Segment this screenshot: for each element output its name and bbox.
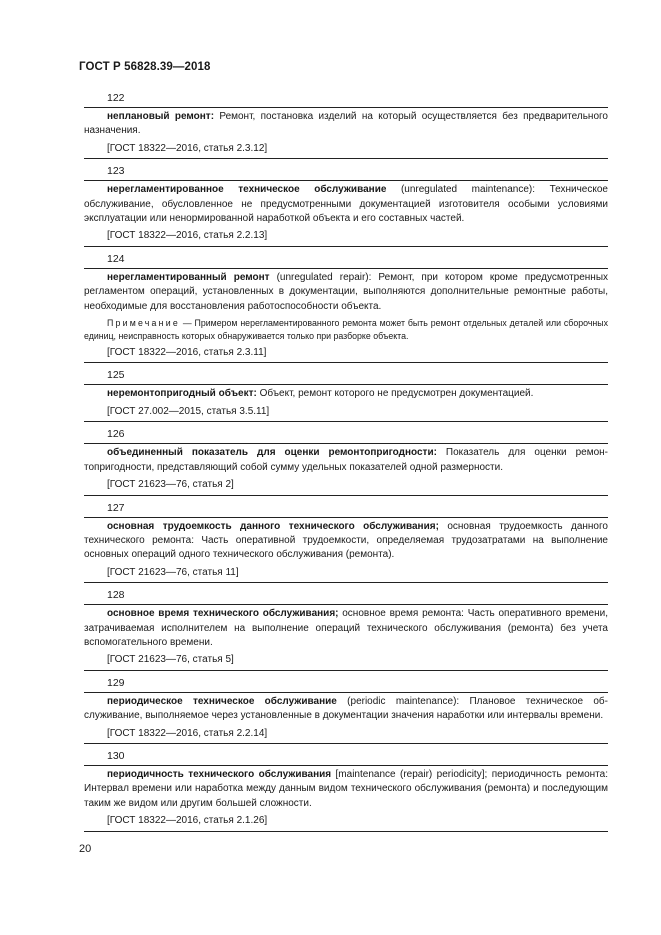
term-entry [84, 91, 608, 159]
term-name: нерегламентированное техническое обслуживание [107, 184, 387, 196]
definition-paragraph [84, 520, 608, 563]
term-entry [84, 164, 608, 247]
source-reference: [ГОСТ 18322—2016, статья 2.3.12] [107, 142, 268, 154]
definition-text: Ремонт, постановка изделий на который осуществляется без предварительного назначения. [84, 111, 608, 137]
note-paragraph [84, 317, 608, 343]
term-name: периодичность технического обслуживания [107, 768, 332, 780]
entry-number: 129 [107, 676, 125, 689]
term-name: объединенный показатель для оценки ремонтопригодности: [107, 447, 437, 459]
term-entry [84, 588, 608, 671]
definition-paragraph [84, 607, 608, 650]
term-name: неремонтопригодный объект: [107, 388, 257, 400]
definition-paragraph [84, 183, 608, 226]
term-entry [84, 427, 608, 495]
definition-paragraph [84, 768, 608, 811]
source-reference: [ГОСТ 27.002—2015, статья 3.5.11] [107, 405, 270, 417]
source-reference: [ГОСТ 21623—76, статья 2] [107, 479, 234, 491]
entry-number: 123 [107, 165, 125, 178]
term-entry [84, 749, 608, 832]
entry-box [84, 765, 608, 832]
definition-text: основная трудоемкость данного технического ремонта: Часть оперативной трудоемкости, определяемая трудозатратами на выполнение основных операций одного технического обслуживания (ремонта). [84, 520, 608, 561]
term-name: основное время технического обслуживания; [107, 608, 339, 620]
entry-number: 124 [107, 252, 125, 265]
entry-number: 125 [107, 369, 125, 382]
term-name: неплановый ремонт: [107, 111, 215, 122]
definition-paragraph [84, 271, 608, 314]
term-entry [84, 368, 608, 422]
entry-box [84, 443, 608, 495]
entry-number: 128 [107, 589, 125, 602]
entry-number: 127 [107, 501, 125, 514]
definition-text: (unregulated maintenance): Техническое обслуживание, обусловленное не предусмотренными документацией изготовителя особыми условиями эксплуатации или ненормированной наработкой объекта и его составных частей. [84, 184, 608, 225]
term-entry [84, 252, 608, 364]
entry-box [84, 180, 608, 247]
definition-paragraph [84, 387, 608, 401]
definition-paragraph [84, 695, 608, 724]
entry-number: 130 [107, 749, 125, 762]
term-entry [84, 501, 608, 584]
source-reference: [ГОСТ 21623—76, статья 5] [107, 654, 234, 666]
definition-text: Показатель для оценки ремонтопригодности, представляющий собой сумму удельных показателей одной размерности. [84, 447, 608, 473]
definition-paragraph [84, 446, 608, 475]
entry-number: 126 [107, 428, 125, 441]
definition-text: Объект, ремонт которого не предусмотрен документацией. [256, 388, 534, 400]
term-entries [84, 91, 608, 837]
source-reference: [ГОСТ 18322—2016, статья 2.3.11] [107, 347, 267, 359]
page-number: 20 [79, 843, 92, 855]
entry-box [84, 604, 608, 671]
entry-box [84, 692, 608, 744]
term-name: периодическое техническое обслуживание [107, 695, 337, 707]
source-reference: [ГОСТ 18322—2016, статья 2.2.14] [107, 727, 268, 739]
entry-box [84, 268, 608, 364]
definition-text: основное время ремонта: Часть оперативного времени, затрачиваемая исполнителем на выполнение операций технического обслуживания (ремонта) без учета вспомогательного времени. [84, 608, 608, 648]
entry-box [84, 517, 608, 584]
note-label: Примечание [107, 318, 180, 329]
entry-box [84, 384, 608, 422]
definition-text: (periodic maintenance): Плановое техническое обслуживание, выполняемое через установленные в документации значения наработки или интервалы времени. [84, 695, 608, 722]
term-name: основная трудоемкость данного технического обслуживания; [107, 520, 439, 532]
definition-paragraph [84, 110, 608, 139]
note-text: — Примером нерегламентированного ремонта может быть ремонт отдельных деталей или сборочных единиц, неисправность которых обнаруживается только при разборке объекта. [84, 318, 608, 342]
definition-text: [maintenance (repair) periodicity]; периодичность ремонта: Интервал времени или наработка между данным видом технического обслуживания (ремонта) и последующим таким же видом или другим большей сложности. [84, 768, 608, 809]
definition-text: (unregulated repair): Ремонт, при котором кроме предусмотренных регламентом операций, установленных в документации, выполняются дополнительные ремонтные работы, необходимые для восстановления работоспособности объекта. [84, 271, 609, 312]
entry-box [84, 107, 608, 159]
source-reference: [ГОСТ 18322—2016, статья 2.1.26] [107, 815, 268, 827]
term-name: нерегламентированный ремонт [107, 271, 270, 283]
source-reference: [ГОСТ 18322—2016, статья 2.2.13] [107, 230, 268, 242]
document-header: ГОСТ Р 56828.39—2018 [79, 61, 211, 73]
term-entry [84, 676, 608, 744]
entry-number: 122 [107, 92, 125, 104]
source-reference: [ГОСТ 21623—76, статья 11] [107, 566, 239, 578]
